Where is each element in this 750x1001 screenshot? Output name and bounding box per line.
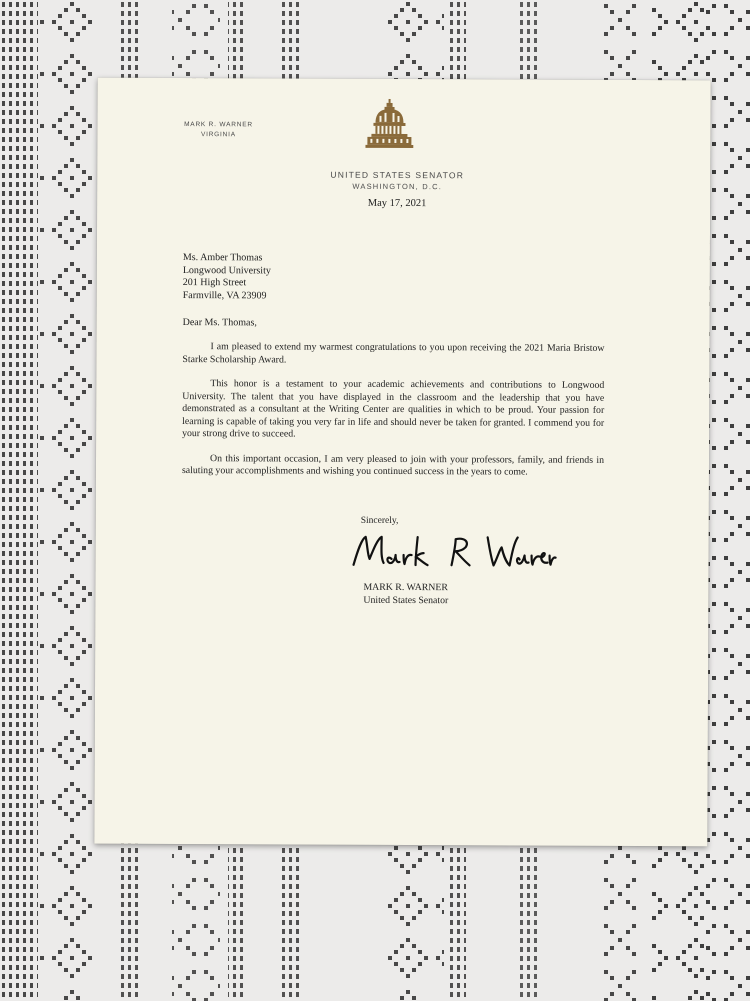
signer-title: United States Senator: [363, 594, 449, 607]
handwritten-signature: [347, 529, 557, 578]
salutation: Dear Ms. Thomas,: [182, 317, 257, 329]
letter-page: [94, 78, 710, 847]
sender-name: MARK R. WARNER: [184, 121, 253, 129]
recipient-name: Ms. Amber Thomas: [182, 252, 263, 264]
recipient-address: [183, 252, 271, 302]
body-paragraph-1: I am pleased to extend my warmest congratulations to you upon receiving the 2021 Maria Bristow Starke Scholarship Award.: [182, 341, 605, 365]
capitol-dome-icon: [365, 99, 413, 149]
body-paragraph-3: On this important occasion, I am very pleased to join with your professors, family, and friends in saluting your accomplishments and wishing you continued success in the years to come.: [181, 452, 605, 478]
body-paragraph-2: This honor is a testament to your academic achievements and contributions to Longwood University. The talent that you have displayed in the classroom and the leadership that you have demonstrated as a consultant at the Writing Center are qualities in which to be proud. Your passion for learning is capable of taking you very far in life and should never be taken for granted. I commend you for your strong drive to succeed.: [182, 378, 605, 440]
closing: Sincerely,: [360, 515, 399, 526]
office-city: WASHINGTON, D.C.: [352, 181, 443, 192]
signer-block: [363, 581, 448, 607]
letterhead-title: [277, 168, 517, 209]
letter-date: May 17, 2021: [367, 197, 427, 210]
recipient-street: 201 High Street: [182, 277, 247, 289]
letterhead-sender: [163, 120, 273, 140]
signer-name: MARK R. WARNER: [363, 581, 448, 594]
letter-body: [182, 341, 605, 491]
recipient-organization: Longwood University: [182, 264, 271, 276]
office-title: UNITED STATES SENATOR: [330, 169, 465, 181]
recipient-city-state-zip: Farmville, VA 23909: [182, 289, 267, 301]
sender-state: VIRGINIA: [200, 131, 236, 139]
